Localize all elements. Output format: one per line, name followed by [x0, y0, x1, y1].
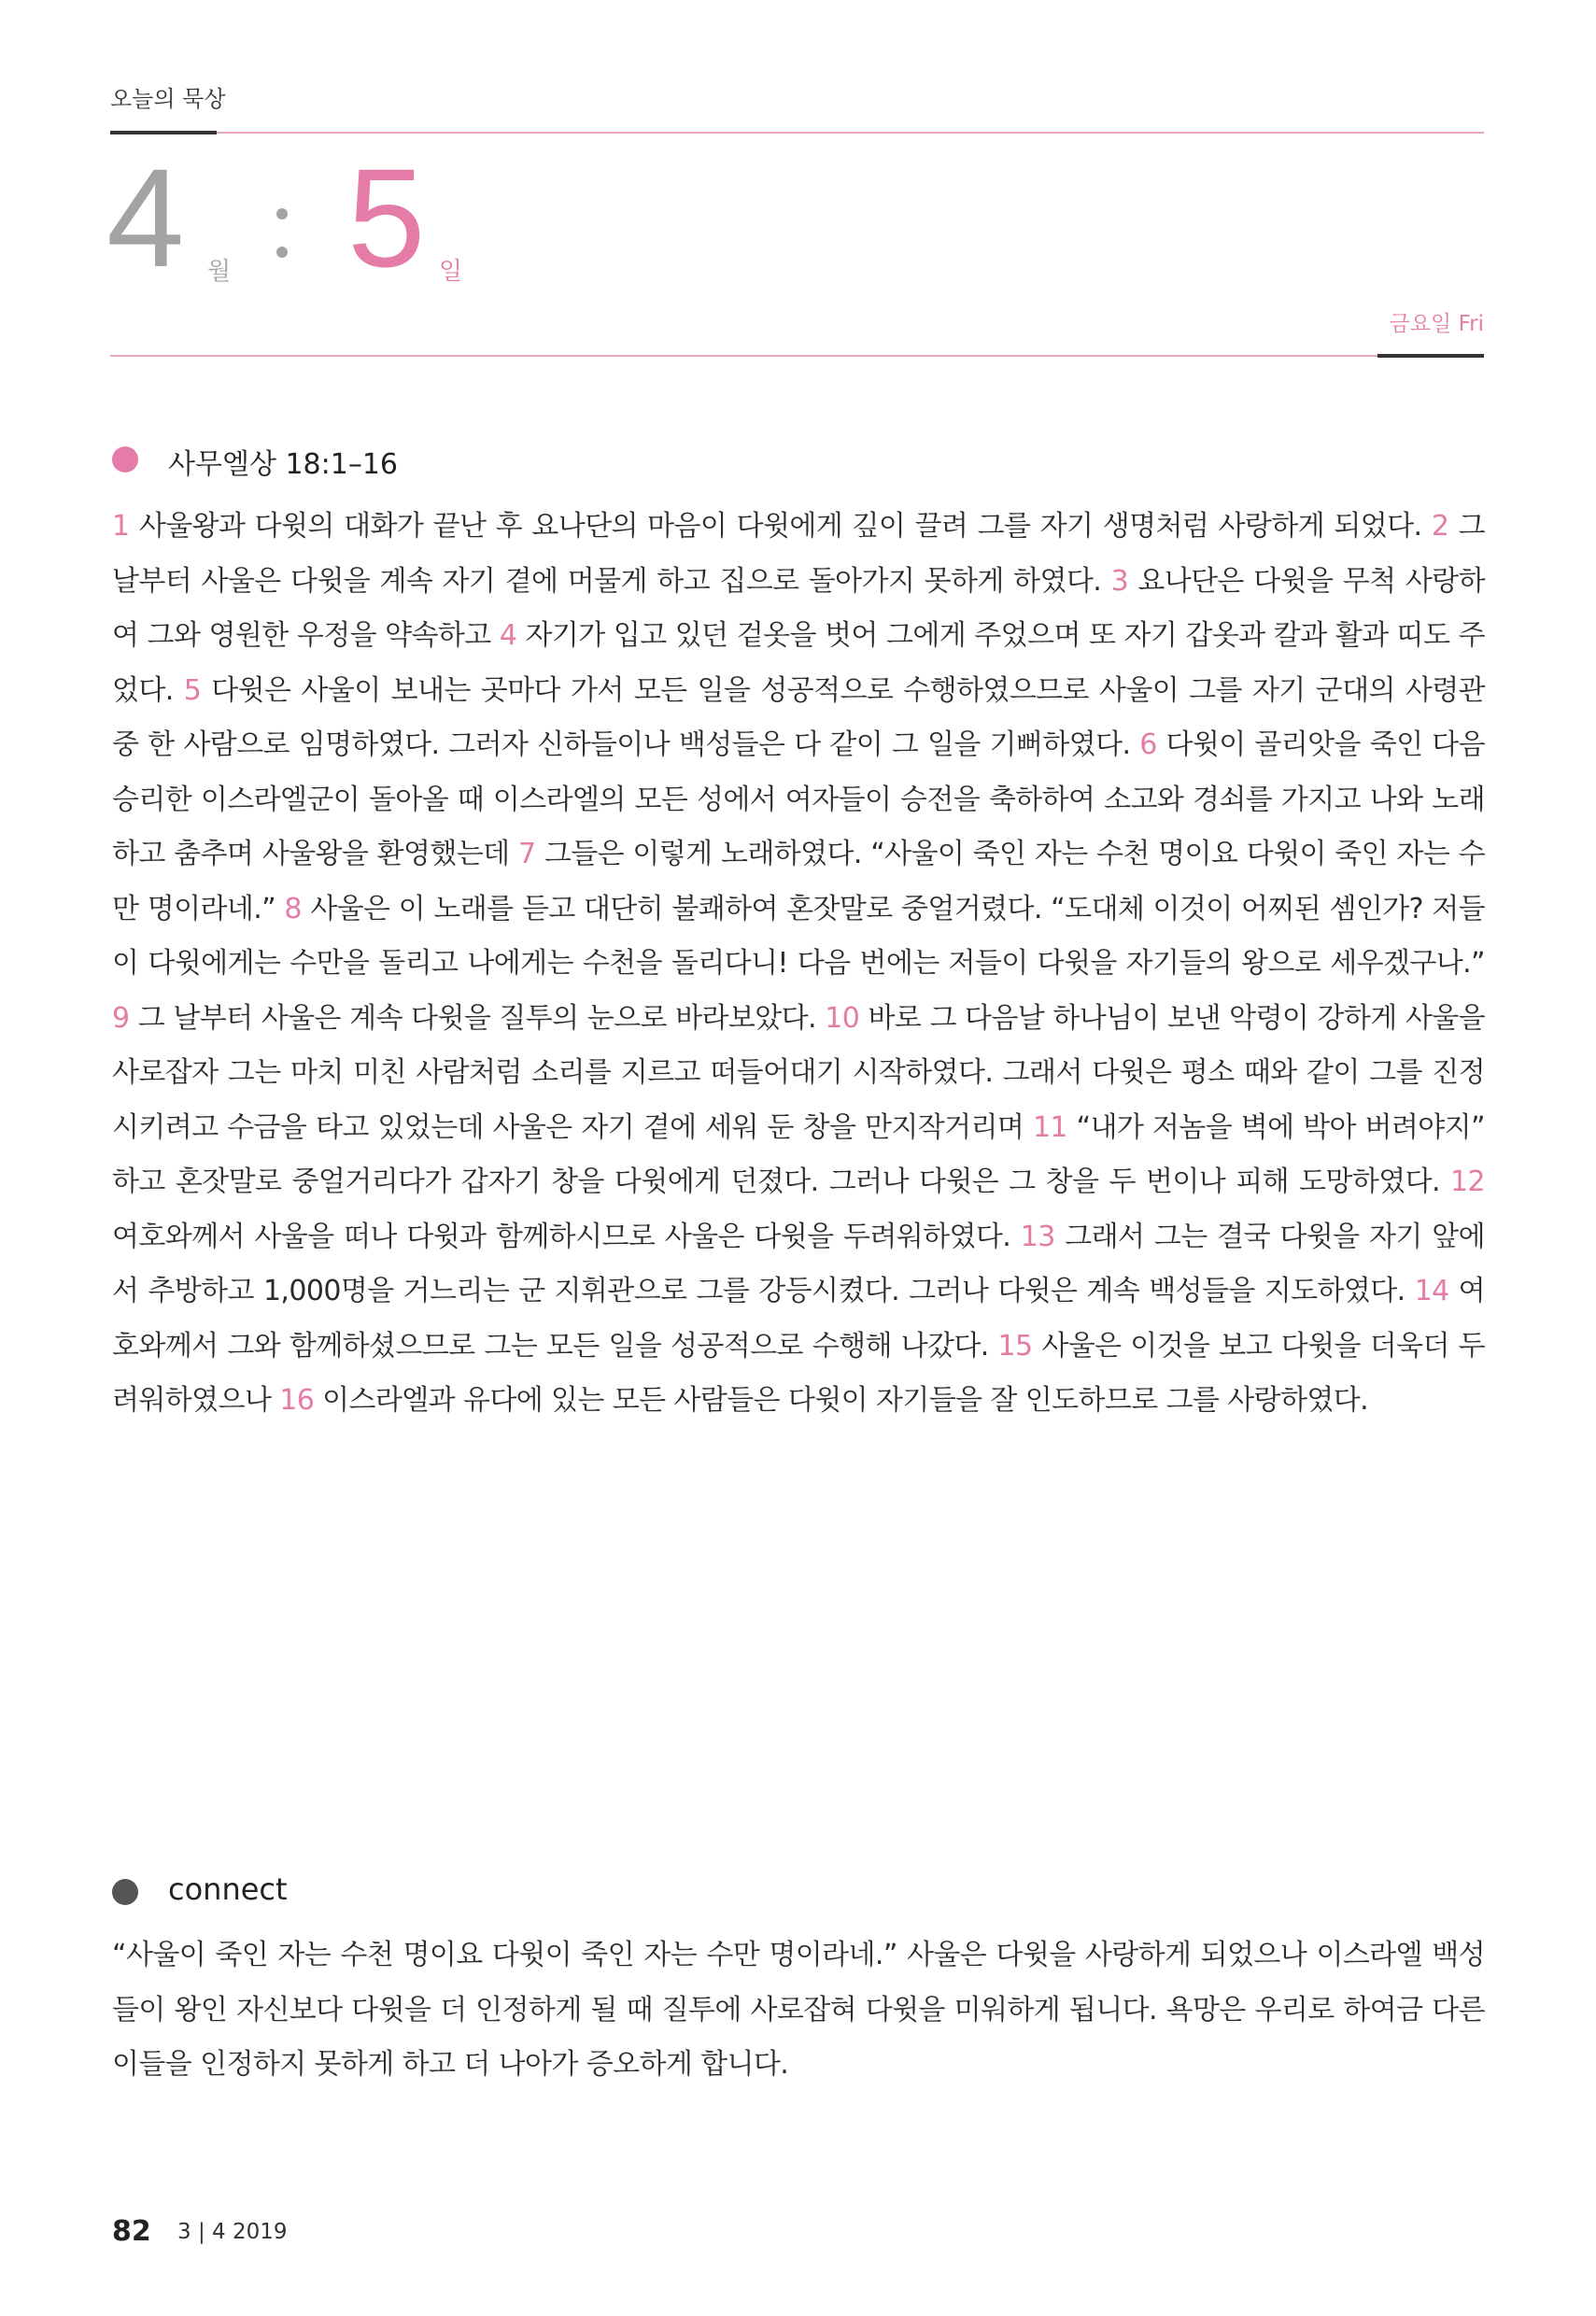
verse-text: 사울왕과 다윗의 대화가 끝난 후 요나단의 마음이 다윗에게 깊이 끌려 그를 자기 생명처럼 사랑하게 되었다.	[138, 510, 1422, 543]
day-unit: 일	[439, 258, 463, 286]
month-number: 4	[106, 139, 185, 296]
verse-number: 6	[1139, 728, 1157, 761]
connect-title: connect	[168, 1871, 288, 1907]
colon-dot-bottom	[276, 247, 288, 258]
verse-number: 4	[499, 619, 517, 652]
header-underline	[110, 131, 217, 134]
verse-number: 11	[1032, 1110, 1067, 1144]
verse-text: 이스라엘과 유다에 있는 모든 사람들은 다윗이 자기들을 잘 인도하므로 그를 사랑하였다.	[322, 1384, 1369, 1417]
issue-label: 3 | 4 2019	[177, 2220, 288, 2244]
colon-dot-top	[276, 208, 288, 219]
connect-body: “사울이 죽인 자는 수천 명이요 다윗이 죽인 자는 수만 명이라네.” 사울은 다윗을 사랑하게 되었으나 이스라엘 백성들이 왕인 자신보다 다윗을 더 인정하게 될 때 질투에 사로잡혀 다윗을 미워하게 됩니다. 욕망은 우리로 하여금 다른 이들을 인정하지 못하게 하고 더 나아가 증오하게 합니다.	[112, 1939, 1485, 2081]
month-unit: 월	[207, 258, 232, 286]
date-underline	[1377, 354, 1484, 358]
verse-number: 5	[183, 673, 202, 707]
verse-number: 13	[1020, 1220, 1055, 1253]
header-rule	[217, 132, 1484, 134]
verse-text: 요나단은 다윗을 무척 사랑하여 그와 영원한 우정을 약속하고	[112, 564, 1486, 652]
verse-number: 16	[279, 1384, 315, 1417]
verse-number: 7	[517, 838, 536, 870]
section-label: 오늘의 묵상	[110, 86, 226, 112]
verse-text: 사울은 이것을 보고 다윗을 더욱더 두려워하였으나	[112, 1329, 1486, 1417]
verse-text: 사울은 이 노래를 듣고 대단히 불쾌하여 혼잣말로 중얼거렸다. “도대체 이것이 어찌된 셈인가? 저들이 다윗에게는 수만을 돌리고 나에게는 수천을 돌리다니! 다음 번에는 저들이 다윗을 자기들의 왕으로 세우겠구나.”	[112, 892, 1485, 980]
verse-number: 3	[1110, 564, 1129, 598]
verse-number: 8	[284, 892, 302, 925]
scripture-body	[112, 500, 1485, 1429]
day-number: 5	[347, 139, 426, 296]
connect-bullet-icon	[112, 1879, 138, 1905]
verse-text: 그 날부터 사울은 계속 다윗을 질투의 눈으로 바라보았다.	[137, 1001, 816, 1035]
verse-text: “내가 저놈을 벽에 박아 버려야지” 하고 혼잣말로 중얼거리다가 갑자기 창을 다윗에게 던졌다. 그러나 다윗은 그 창을 두 번이나 피해 도망하였다.	[112, 1110, 1485, 1198]
verse-text: 그래서 그는 결국 다윗을 자기 앞에서 추방하고 1,000명을 거느리는 군 지휘관으로 그를 강등시켰다. 그러나 다윗은 계속 백성들을 지도하였다.	[112, 1220, 1485, 1307]
verse-text: 자기가 입고 있던 겉옷을 벗어 그에게 주었으며 또 자기 갑옷과 칼과 활과 띠도 주었다.	[112, 619, 1486, 707]
date-rule	[110, 355, 1484, 357]
verse-text: 그 날부터 사울은 다윗을 계속 자기 곁에 머물게 하고 집으로 돌아가지 못하게 하였다.	[112, 510, 1486, 598]
verse-number: 15	[997, 1329, 1033, 1363]
verse-text: 그들은 이렇게 노래하였다. “사울이 죽인 자는 수천 명이요 다윗이 죽인 자는 수만 명이라네.”	[112, 838, 1485, 925]
verse-text: 다윗이 골리앗을 죽인 다음 승리한 이스라엘군이 돌아올 때 이스라엘의 모든 성에서 여자들이 승전을 축하하여 소고와 경쇠를 가지고 나와 노래하고 춤추며 사울왕을 환영했는데	[112, 728, 1486, 870]
verse-text: 바로 그 다음날 하나님이 보낸 악령이 강하게 사울을 사로잡자 그는 마치 미친 사람처럼 소리를 지르고 떠들어대기 시작하였다. 그래서 다윗은 평소 때와 같이 그를 진정시키려고 수금을 타고 있었는데 사울은 자기 곁에 세워 둔 창을 만지작거리며	[112, 1001, 1486, 1144]
verse-number: 2	[1431, 510, 1449, 543]
verse-number: 10	[825, 1001, 860, 1035]
verse-text: 여호와께서 사울을 떠나 다윗과 함께하시므로 사울은 다윗을 두려워하였다.	[112, 1220, 1011, 1253]
weekday-label: 금요일 Fri	[1389, 312, 1484, 336]
verse-number: 1	[112, 510, 130, 543]
verse-text: 여호와께서 그와 함께하셨으므로 그는 모든 일을 성공적으로 수행해 나갔다.	[112, 1275, 1486, 1363]
verse-number: 9	[112, 1001, 130, 1035]
page-number: 82	[112, 2215, 151, 2248]
verse-text: 다윗은 사울이 보내는 곳마다 가서 모든 일을 성공적으로 수행하였으므로 사울이 그를 자기 군대의 사령관 중 한 사람으로 임명하였다. 그러자 신하들이나 백성들은 다 같이 그 일을 기뻐하였다.	[112, 673, 1485, 761]
scripture-title: 사무엘상 18:1–16	[168, 448, 398, 481]
verse-number: 12	[1450, 1165, 1486, 1198]
verse-number: 14	[1414, 1275, 1449, 1307]
scripture-bullet-icon	[112, 446, 138, 473]
